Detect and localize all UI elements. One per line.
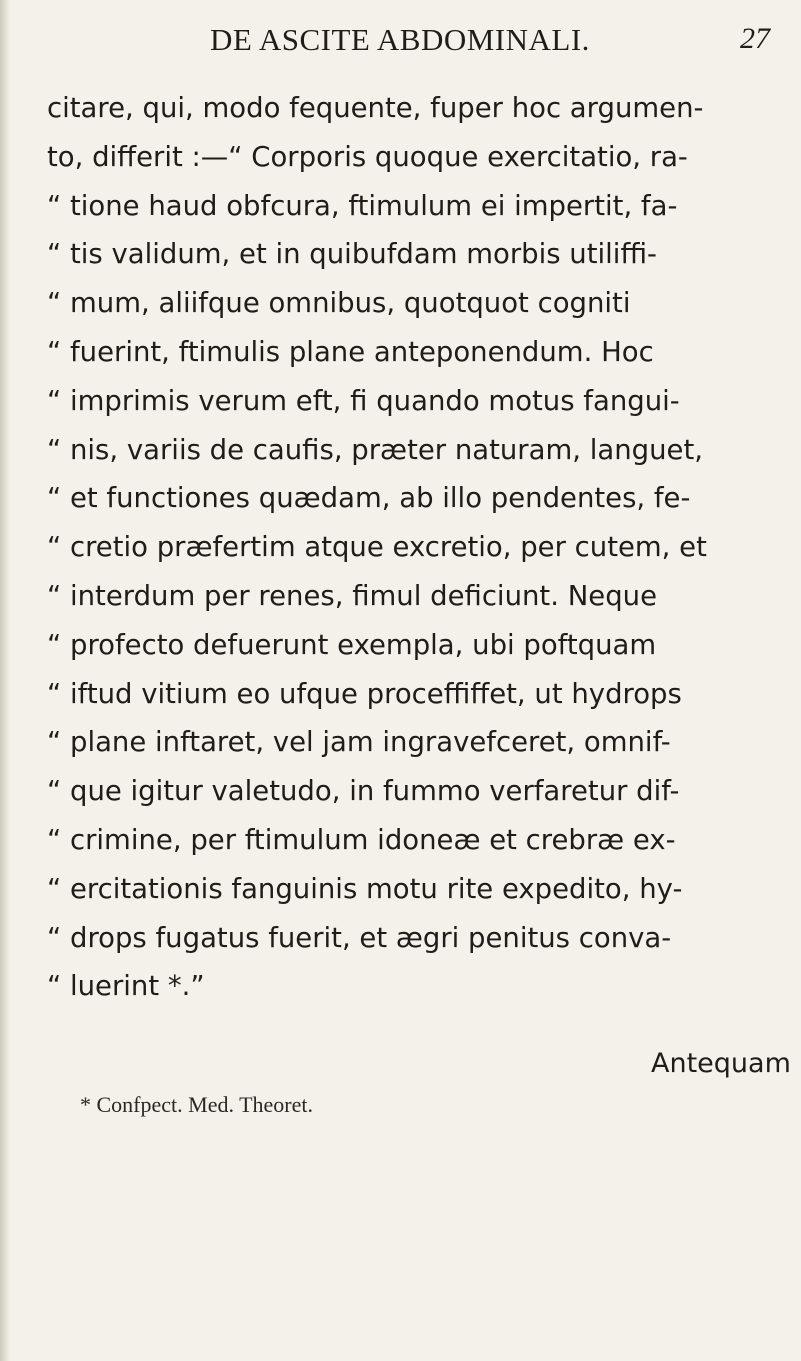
text-line-11: “ interdum per renes, fimul deficiunt. Neque [47,579,657,612]
running-title: DE ASCITE ABDOMINALI. [210,22,590,57]
text-line-18: “ drops fugatus fuerit, et ægri penitus conva- [47,921,672,954]
text-line-5: “ mum, aliifque omnibus, quotquot cogniti [47,287,631,320]
page-number: 27 [740,22,770,55]
text-line-3: “ tione haud obfcura, ftimulum ei impertit, fa- [47,189,678,222]
footnote: * Confpect. Med. Theoret. [80,1092,313,1117]
text-line-9: “ et functiones quædam, ab illo pendentes, fe- [47,482,691,515]
body-text [47,84,787,1011]
text-line-1: citare, qui, modo fequente, fuper hoc argumen- [47,92,704,124]
running-head [0,10,801,60]
text-line-15: “ que igitur valetudo, in fummo verfaretur dif- [47,775,680,808]
text-line-8: “ nis, variis de caufis, præter naturam, languet, [47,433,703,466]
text-line-19: “ luerint *.” [47,970,205,1003]
text-line-13: “ iftud vitium eo ufque proceffiffet, ut hydrops [47,677,682,710]
text-line-2: to, differit :—“ Corporis quoque exercitatio, ra- [47,140,688,173]
text-line-7: “ imprimis verum eft, fi quando motus fangui- [47,384,680,417]
text-line-12: “ profecto defuerunt exempla, ubi poftquam [47,628,657,661]
catchword: Antequam [651,1048,791,1079]
text-line-6: “ fuerint, ftimulis plane anteponendum. Hoc [47,335,654,368]
text-line-4: “ tis validum, et in quibufdam morbis utiliffi- [47,238,657,271]
text-line-17: “ ercitationis fanguinis motu rite expedito, hy- [47,872,683,905]
text-line-16: “ crimine, per ftimulum idoneæ et crebræ ex- [47,823,676,856]
text-line-10: “ cretio præfertim atque excretio, per cutem, et [47,531,707,564]
page-gutter-shadow [0,0,10,1361]
text-line-14: “ plane inftaret, vel jam ingravefceret, omnif- [47,726,671,759]
